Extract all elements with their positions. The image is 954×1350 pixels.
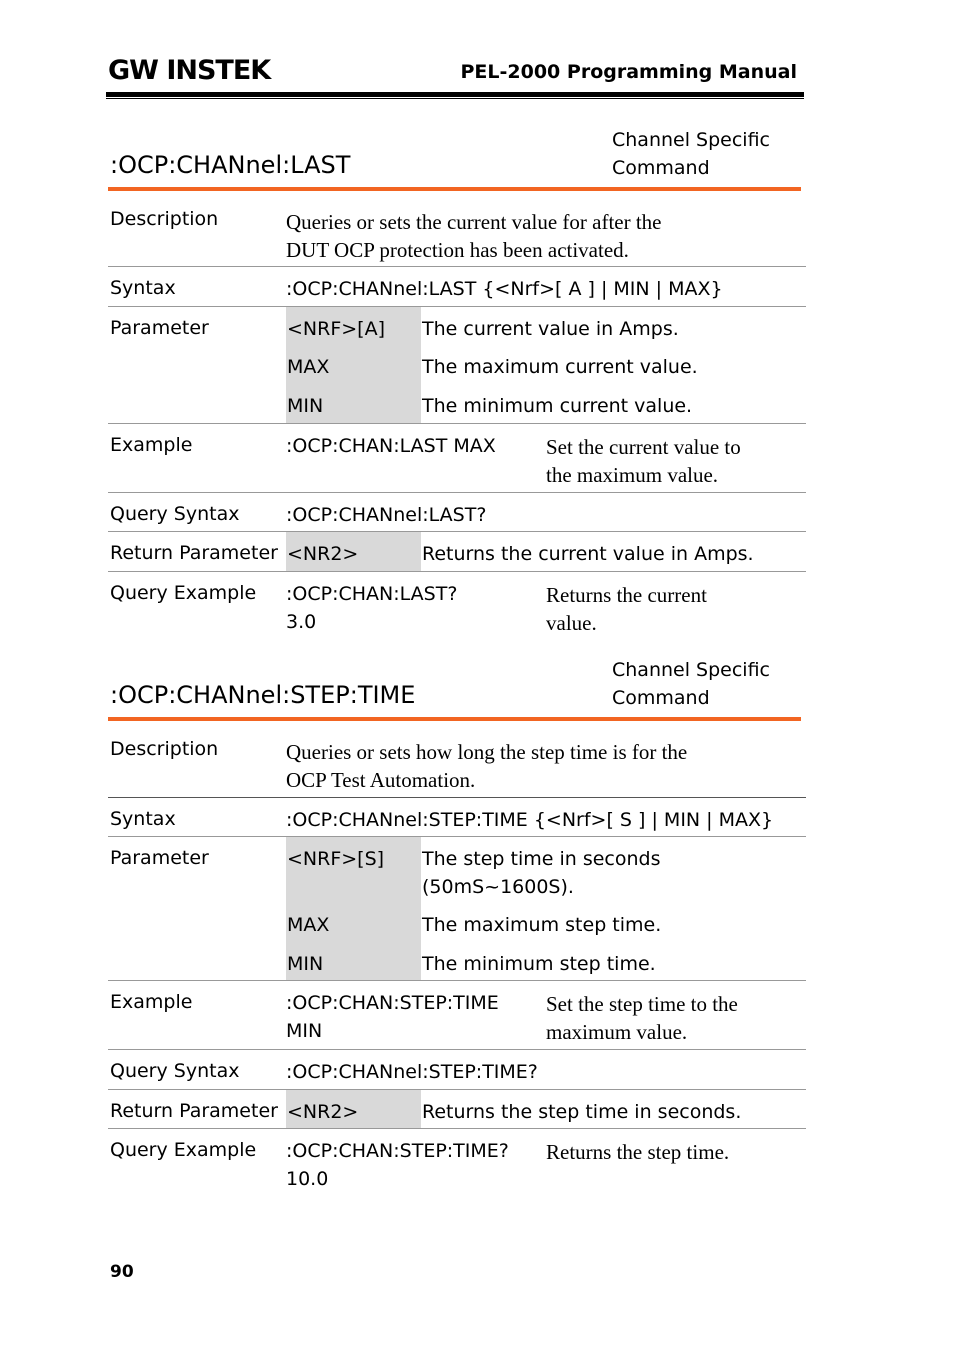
parameter-name: MIN — [287, 953, 324, 975]
row-divider — [108, 836, 806, 837]
query-example-label: Query Example — [110, 582, 257, 604]
query-syntax-text: :OCP:CHANnel:STEP:TIME? — [286, 1061, 538, 1083]
query-syntax-text: :OCP:CHANnel:LAST? — [286, 504, 487, 526]
command-title: :OCP:CHANnel:LAST — [110, 151, 351, 179]
description-text: Queries or sets how long the step time is for the OCP Test Automation. — [286, 740, 688, 792]
row-divider — [108, 1049, 806, 1050]
command-type-note — [612, 656, 770, 712]
example-command: :OCP:CHAN:STEP:TIME MIN — [286, 992, 499, 1042]
return-name: <NR2> — [287, 543, 359, 565]
row-divider — [108, 571, 806, 572]
parameter-name: MAX — [287, 914, 330, 936]
parameter-name: <NRF>[S] — [287, 848, 385, 870]
query-example-description: Returns the current value. — [546, 583, 707, 635]
return-desc: Returns the step time in seconds. — [422, 1101, 742, 1123]
syntax-label: Syntax — [110, 808, 176, 830]
example-label: Example — [110, 991, 193, 1013]
row-divider — [108, 980, 806, 981]
return-parameter-label: Return Parameter — [110, 1100, 278, 1122]
row-divider — [108, 1089, 806, 1090]
note-line: Channel Specific — [612, 129, 770, 151]
return-parameter-label: Return Parameter — [110, 542, 278, 564]
page-number: 90 — [110, 1262, 134, 1282]
description-text: Queries or sets the current value for after the DUT OCP protection has been activated. — [286, 210, 662, 262]
parameter-desc: The minimum current value. — [422, 395, 693, 417]
query-example-command: :OCP:CHAN:STEP:TIME? 10.0 — [286, 1140, 509, 1190]
row-divider — [108, 492, 806, 493]
parameter-desc: The step time in seconds (50mS~1600S). — [422, 848, 661, 898]
header-rule-thin — [106, 98, 804, 99]
parameter-desc: The maximum step time. — [422, 914, 662, 936]
parameter-desc: The minimum step time. — [422, 953, 656, 975]
note-line: Channel Specific — [612, 659, 770, 681]
example-description: Set the current value to the maximum value. — [546, 435, 741, 487]
query-example-description: Returns the step time. — [546, 1140, 730, 1164]
description-label: Description — [110, 738, 219, 760]
parameter-name: MIN — [287, 395, 324, 417]
section-divider — [108, 717, 801, 721]
return-desc: Returns the current value in Amps. — [422, 543, 754, 565]
command-title: :OCP:CHANnel:STEP:TIME — [110, 681, 416, 709]
parameter-desc: The maximum current value. — [422, 356, 698, 378]
row-divider — [108, 531, 806, 532]
row-divider — [108, 266, 806, 267]
return-name: <NR2> — [287, 1101, 359, 1123]
row-divider — [108, 797, 806, 798]
example-label: Example — [110, 434, 193, 456]
example-command: :OCP:CHAN:LAST MAX — [286, 435, 496, 457]
query-syntax-label: Query Syntax — [110, 503, 240, 525]
command-type-note — [612, 126, 770, 182]
gw-instek-logo — [108, 55, 280, 83]
section-divider — [108, 187, 801, 191]
syntax-text: :OCP:CHANnel:LAST {<Nrf>[ A ] | MIN | MAX} — [286, 278, 723, 300]
query-syntax-label: Query Syntax — [110, 1060, 240, 1082]
header-rule — [106, 92, 804, 97]
example-description: Set the step time to the maximum value. — [546, 992, 738, 1044]
parameter-desc: The current value in Amps. — [422, 318, 679, 340]
parameter-name: MAX — [287, 356, 330, 378]
query-example-label: Query Example — [110, 1139, 257, 1161]
query-example-command: :OCP:CHAN:LAST? 3.0 — [286, 583, 458, 633]
parameter-label: Parameter — [110, 847, 209, 869]
note-line: Command — [612, 157, 710, 179]
document-title: PEL-2000 Programming Manual — [460, 61, 797, 83]
syntax-text: :OCP:CHANnel:STEP:TIME {<Nrf>[ S ] | MIN | MAX} — [286, 809, 774, 831]
row-divider — [108, 306, 806, 307]
parameter-name: <NRF>[A] — [287, 318, 386, 340]
parameter-label: Parameter — [110, 317, 209, 339]
svg-text:GW INSTEK: GW INSTEK — [108, 55, 271, 83]
row-divider — [108, 1128, 806, 1129]
syntax-label: Syntax — [110, 277, 176, 299]
note-line: Command — [612, 687, 710, 709]
row-divider — [108, 423, 806, 424]
description-label: Description — [110, 208, 219, 230]
